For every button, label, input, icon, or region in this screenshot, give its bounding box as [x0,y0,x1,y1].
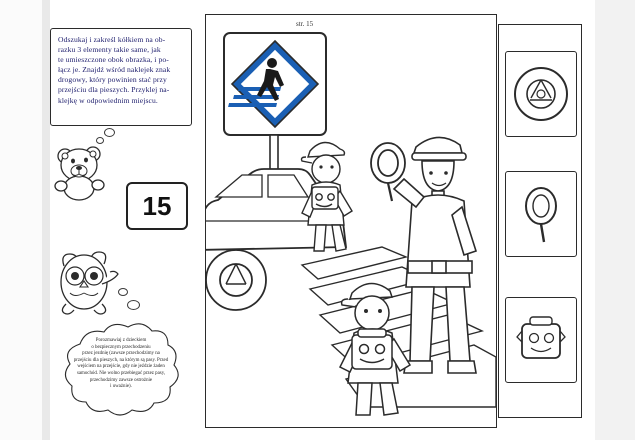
sticker-strip [498,24,582,418]
paddle-icon [506,172,576,256]
instruction-line: drogowy, który powinien stać przy [58,75,167,85]
advice-text [66,338,176,391]
instruction-box [50,28,192,126]
page-gutter-shadow [42,0,50,440]
advice-line: przez jezdnię (zawsze przechodzimy na [82,351,160,357]
advice-line: wejściem na przejście, gdy nie jeździe żaden [77,364,165,370]
backpack-icon [506,298,576,382]
instruction-line: Odszukaj i zakreśl kółkiem na ob- [58,35,166,44]
advice-cloud [50,322,190,432]
car-front-wheel [206,250,266,310]
instruction-line: te umieszczone obok obrazka, i po- [58,55,169,65]
sticker-backpack[interactable] [505,297,577,383]
page-number-badge: 15 [126,182,188,230]
scene-drawing [206,15,496,427]
main-illustration [205,14,497,428]
advice-line: i uważnie). [110,384,132,390]
advice-line: przechodzimy zawsze ostrożnie [89,377,153,383]
sticker-wheel[interactable] [505,51,577,137]
speech-dot [104,128,115,137]
sticker-paddle[interactable] [505,171,577,257]
instruction-line: razku 3 elementy takie same, jak [58,45,161,55]
instruction-line: klejkę w odpowiednim miejscu. [58,95,158,105]
advice-line: o bezpiecznym przechodzeniu [91,344,151,350]
thought-dot [127,300,140,310]
instruction-line: przejściu dla pieszych. Przyklej na- [58,85,170,95]
page-right-margin [595,0,635,440]
advice-line: samochód. Nie wolno przebiegać przez pasy, [76,370,166,376]
thought-dot [118,288,128,296]
instruction-text [51,29,191,106]
page-gutter-light [0,0,42,440]
owl-mascot [52,246,122,318]
instruction-line: łącz je. Znajdź wśród naklejek znak [58,65,171,75]
wheel-icon [506,52,576,136]
advice-line: Porozmawiaj z dzieckiem [95,338,147,343]
bear-mascot [52,140,114,202]
advice-line: przejściu dla pieszych, na którym są pasy. Przed [73,357,169,363]
page-label: str. 15 [296,20,314,28]
left-column [0,0,200,440]
